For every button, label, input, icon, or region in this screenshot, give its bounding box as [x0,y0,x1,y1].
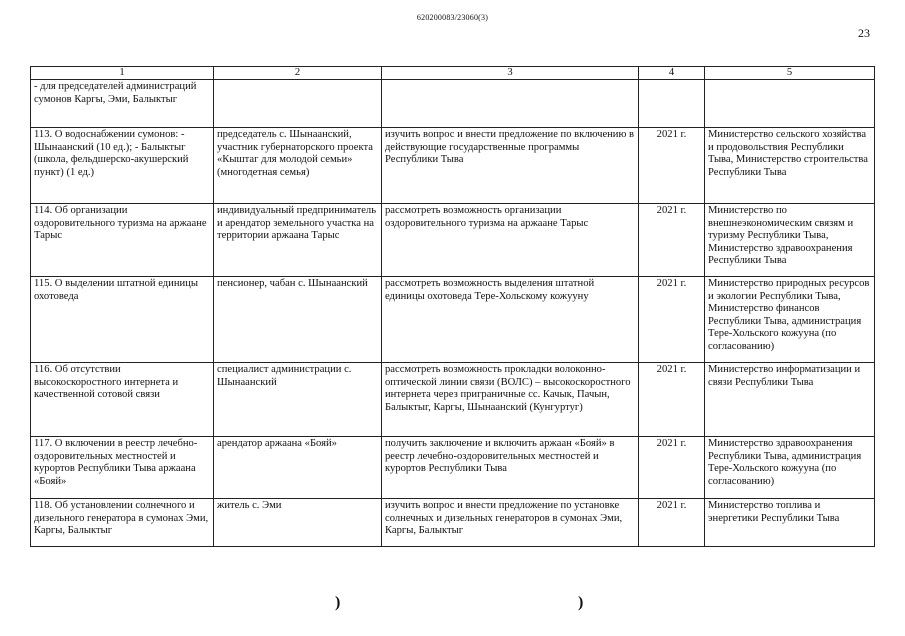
responsible-cell: Министерство сельского хозяйства и продовольствия Республики Тыва, Министерство строительства Республики Тыва [705,128,875,204]
responsible-cell: Министерство по внешнеэкономическим связям и туризму Республики Тыва, Министерство здравоохранения Республики Тыва [705,204,875,277]
deadline-cell: 2021 г. [639,128,705,204]
table-row [31,80,875,128]
table-row [31,363,875,437]
column-header: 5 [705,67,875,80]
column-header: 2 [214,67,382,80]
deadline-cell: 2021 г. [639,204,705,277]
author-cell [214,80,382,128]
action-cell: рассмотреть возможность выделения штатной единицы охотоведа Тере-Хольскому кожууну [382,277,639,363]
action-cell [382,80,639,128]
column-header: 1 [31,67,214,80]
author-cell: председатель с. Шынаанский, участник губернаторского проекта «Кыштаг для молодой семьи» (многодетная семья) [214,128,382,204]
issue-cell: 113. О водоснабжении сумонов: - Шынаанский (10 ед.); - Балыктыг (школа, фельдшерско-акушерский пункт) (1 ед.) [31,128,214,204]
issue-cell: 118. Об установлении солнечного и дизельного генератора в сумонах Эми, Каргы, Балыктыг [31,499,214,547]
responsible-cell [705,80,875,128]
author-cell: специалист администрации с. Шынаанский [214,363,382,437]
table-row [31,204,875,277]
measures-table [30,66,875,547]
action-cell: изучить вопрос и внести предложение по включению в действующие государственные программы Республики Тыва [382,128,639,204]
table-row [31,499,875,547]
responsible-cell: Министерство природных ресурсов и экологии Республики Тыва, Министерство финансов Республики Тыва, администрация Тере-Хольского кожууна (по согласованию) [705,277,875,363]
action-cell: изучить вопрос и внести предложение по установке солнечных и дизельных генераторов в сумонах Эми, Каргы, Балыктыг [382,499,639,547]
action-cell: рассмотреть возможность организации оздоровительного туризма на аржаане Тарыс [382,204,639,277]
table-header-row [31,67,875,80]
action-cell: получить заключение и включить аржаан «Бояй» в реестр лечебно-оздоровительных местностей и курортов Республики Тыва [382,437,639,499]
table-row [31,128,875,204]
action-cell: рассмотреть возможность прокладки волоконно-оптической линии связи (ВОЛС) – высокоскоростного интернета через приграничные сс. Качык, Пачын, Балыктыг, Каргы, Шынаанский (Кунгуртуг) [382,363,639,437]
issue-cell: - для председателей администраций сумонов Каргы, Эми, Балыктыг [31,80,214,128]
issue-cell: 114. Об организации оздоровительного туризма на аржаане Тарыс [31,204,214,277]
responsible-cell: Министерство здравоохранения Республики Тыва, администрация Тере-Хольского кожууна (по согласованию) [705,437,875,499]
author-cell: арендатор аржаана «Бояй» [214,437,382,499]
table-row [31,437,875,499]
responsible-cell: Министерство информатизации и связи Республики Тыва [705,363,875,437]
deadline-cell [639,80,705,128]
scan-mark-left: ) [335,594,341,611]
issue-cell: 117. О включении в реестр лечебно-оздоровительных местностей и курортов Республики Тыва аржаана «Бояй» [31,437,214,499]
responsible-cell: Министерство топлива и энергетики Республики Тыва [705,499,875,547]
page-number: 23 [858,26,870,40]
document-code: 620200083/23060(3) [416,13,489,22]
issue-cell: 115. О выделении штатной единицы охотоведа [31,277,214,363]
issue-cell: 116. Об отсутствии высокоскоростного интернета и качественной сотовой связи [31,363,214,437]
deadline-cell: 2021 г. [639,277,705,363]
deadline-cell: 2021 г. [639,363,705,437]
scan-mark-right: ) [578,594,584,611]
author-cell: индивидуальный предприниматель и арендатор земельного участка на территории аржаана Тарыс [214,204,382,277]
author-cell: пенсионер, чабан с. Шынаанский [214,277,382,363]
column-header: 3 [382,67,639,80]
author-cell: житель с. Эми [214,499,382,547]
column-header: 4 [639,67,705,80]
deadline-cell: 2021 г. [639,437,705,499]
table-row [31,277,875,363]
deadline-cell: 2021 г. [639,499,705,547]
